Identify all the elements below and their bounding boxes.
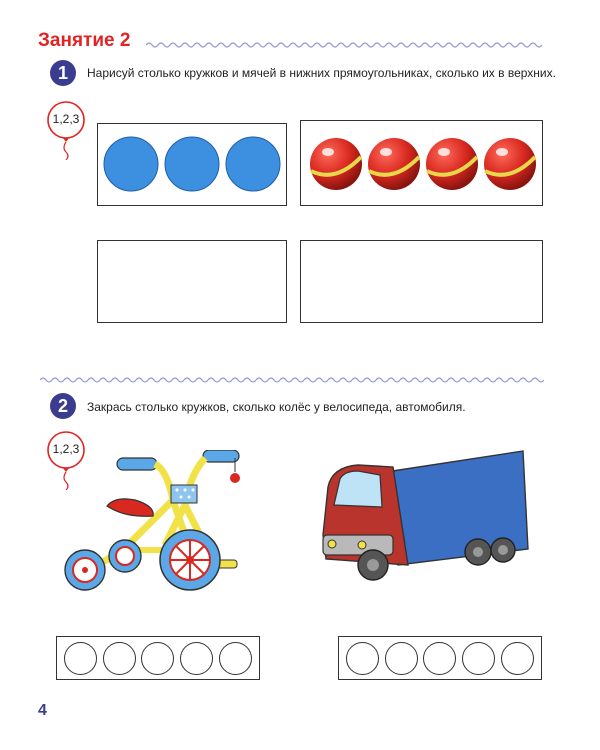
colorable-circle[interactable] xyxy=(423,642,456,675)
colorable-circle[interactable] xyxy=(346,642,379,675)
task-1-number-badge: 1 xyxy=(50,60,76,86)
bottom-left-drawing-area[interactable] xyxy=(97,240,287,323)
top-right-rectangle xyxy=(300,120,543,206)
blue-circle xyxy=(226,137,280,191)
title-wavy-divider xyxy=(146,40,544,50)
bottom-right-drawing-area[interactable] xyxy=(300,240,543,323)
task-2-instruction: Закрась столько кружков, сколько колёс у велосипеда, автомобиля. xyxy=(87,400,466,414)
colorable-circle[interactable] xyxy=(385,642,418,675)
balloon-icon xyxy=(44,100,88,160)
colorable-circle[interactable] xyxy=(141,642,174,675)
red-ball-icon xyxy=(426,138,478,190)
red-ball-icon xyxy=(368,138,420,190)
colorable-circle[interactable] xyxy=(501,642,534,675)
colorable-circle[interactable] xyxy=(180,642,213,675)
blue-circle xyxy=(165,137,219,191)
top-left-rectangle xyxy=(97,123,287,206)
red-ball-icon xyxy=(310,138,362,190)
truck-icon xyxy=(318,447,533,587)
colorable-circle[interactable] xyxy=(462,642,495,675)
counting-balloon-1 xyxy=(44,100,88,160)
truck-wheels-circle-row xyxy=(338,636,542,680)
blue-circles-group xyxy=(98,124,285,204)
section-wavy-divider xyxy=(40,375,544,385)
tricycle-icon xyxy=(55,450,255,600)
colorable-circle[interactable] xyxy=(64,642,97,675)
task-1-instruction: Нарисуй столько кружков и мячей в нижних прямоугольниках, сколько их в верхних. xyxy=(87,66,556,80)
lesson-title: Занятие 2 xyxy=(38,30,131,51)
balloon-label: 1,2,3 xyxy=(52,112,80,126)
colorable-circle[interactable] xyxy=(103,642,136,675)
red-ball-icon xyxy=(484,138,536,190)
red-balls-group xyxy=(301,121,541,204)
tricycle-wheels-circle-row xyxy=(56,636,260,680)
blue-circle xyxy=(104,137,158,191)
balloon-label: 1,2,3 xyxy=(52,442,80,456)
page-number: 4 xyxy=(38,702,47,719)
task-2-number-badge: 2 xyxy=(50,393,76,419)
colorable-circle[interactable] xyxy=(219,642,252,675)
